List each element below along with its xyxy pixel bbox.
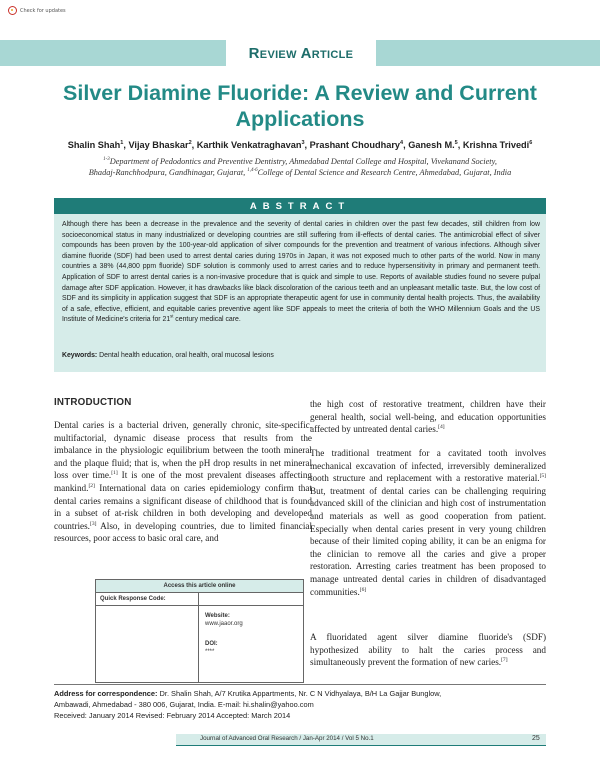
keywords-value: Dental health education, oral health, oral mucosal lesions [99,352,274,359]
author-list: Shalin Shah$^1$, Vijay Bhaskar$^2$, Karthik Venkatraghavan$^3$, Prashant Choudhary$^4$, Ganesh M.$^5$, Krishna Trivedi$^6$ [67,139,533,150]
author: Shalin Shah [67,140,121,150]
abstract-heading: ABSTRACT [54,198,546,214]
citation-link[interactable]: [6] [359,586,367,593]
author: Prashant Choudhary [309,140,400,150]
updates-label: Check for updates [20,7,66,14]
citation-link[interactable]: [7] [501,657,508,664]
abstract-text [62,220,540,326]
text: A fluoridated agent silver diamine fluoride's (SDF) hypothesized ability to halt the caries process and simultaneously prevent the formation of new caries. [310,632,546,668]
abstract-sup: st [170,314,174,320]
doi-value: **** [205,649,215,655]
abstract-body-end: century medical care. [173,316,241,324]
affiliations [20,156,580,178]
text: It is one of the most prevalent diseases affecting mankind. [54,470,313,493]
check-for-updates-badge[interactable] [8,6,66,15]
text: But, treatment of dental caries can be challenging requiring advanced skill of the clinician and high cost of instrumentation and materials as well as good cooperation from patient. Especially when dental caries present in very young children because of their limited coping ability, it can be an enigma for the clinician to remove all the caries and give a proper restoration. Arresting caries treatment has been proposed to manage untreated dental caries in children of disadvantaged communities. [310,485,546,597]
text: the high cost of restorative treatment, children have their general health, social well-being, and education opportunities affected by untreated dental caries. [310,399,546,435]
divider [54,684,546,685]
affil-line-2a: Bhadaj-Ranchhodpura, Gandhinagar, Gujarat, [88,168,248,177]
website-label: Website: [205,613,230,619]
title-line-1: Silver Diamine Fluoride: A Review and Current [63,81,537,105]
author: Krishna Trivedi [462,140,530,150]
citation-link[interactable]: [3] [89,520,97,527]
affil-sup: 1-3 [103,157,110,163]
affil-sup: 1,4-6 [247,168,258,174]
keywords-label: Keywords: [62,352,98,359]
page-number: 25 [532,735,540,742]
citation-link[interactable]: [1] [111,470,118,477]
correspondence-line-2: Ambawadi, Ahmedabad - 380 006, Gujarat, India. E-mail: hi.shalin@yahoo.com [54,700,314,709]
paragraph-treatment [310,447,546,598]
text: The traditional treatment for a cavitated tooth involves mechanical excavation of infected, irreversibly demineralized tooth structure and replacement with a restorative material. [310,448,546,484]
header-band-left [0,40,226,66]
journal-citation: Journal of Advanced Oral Research / Jan-Apr 2014 / Vol 5 No.1 [200,735,374,742]
keywords [62,352,540,359]
dates-line: Received: January 2014 Revised: February 2014 Accepted: March 2014 [54,711,291,720]
access-header: Access this article online [96,580,303,593]
article-title [40,80,560,132]
website-link[interactable]: www.jaaor.org [205,621,243,627]
qr-label: Quick Response Code: [96,593,199,605]
header-band-right [376,40,600,66]
author: Ganesh M. [408,140,455,150]
author-sup: 3 [301,139,305,146]
affil-line-2b: College of Dental Science and Research Centre, Ahmedabad, Gujarat, India [257,168,512,177]
updates-icon [8,6,17,15]
qr-code-area[interactable] [96,606,199,683]
introduction-heading: INTRODUCTION [54,397,132,408]
correspondence [54,688,554,721]
citation-link[interactable]: [2] [88,482,95,489]
author: Vijay Bhaskar [128,140,189,150]
citation-link[interactable]: [5] [539,473,546,480]
paragraph-intro [54,419,312,545]
correspondence-line-1: Dr. Shalin Shah, A/7 Krutika Appartments, Nr. C N Vidhyalaya, B/H La Gajjar Bunglow, [157,689,442,698]
author-sup: 2 [188,139,192,146]
author-sup: 5 [454,139,458,146]
text: Also, in developing countries, due to limited financial resources, poor access to basic oral care, and [54,520,312,544]
author: Karthik Venkatraghavan [196,140,302,150]
text: International data on caries epidemiology confirm that dental caries remains a significant disease of childhood that is found in a subset of at-risk children in both developing and developed countries. [54,482,312,531]
correspondence-label: Address for correspondence: [54,689,158,698]
access-article-box [95,579,304,683]
paragraph-sdf [310,631,546,669]
abstract-body: Although there has been a decrease in the prevalence and the severity of dental caries in children over the past few decades, still children from low socioeconomical status in many industrialized or developing countries are still suffering from ill-effects of dental caries. The antimicrobial effect of silver compounds has been proven by the 100-year-old application of silver compounds for the prevention and treatment of various infections. Although silver diamine fluoride (SDF) had been used to arrest dental caries during 1970s in Japan, it was not exposed much to other parts of the world. Now in many countries a 38% (44,800 ppm fluoride) SDF solution is commonly used to arrest caries and to reduce hypersensitivity in primary and permanent teeth. Application of SDF to arrest dental caries is a non-invasive procedure that is quick and simple to use. Reports of available studies found no severe pulpal damage after SDF application. However, it has drawbacks like black discoloration of the carious teeth and an unpleasant metallic taste. But, the low cost of SDF and its simplicity in application suggest that SDF is an appropriate therapeutic agent for use in community dental health projects. Thus, the availability of a safe, effective, efficient, and equitable caries preventive agent like SDF appeals to meet the criteria of both the WHO Millennium Goals and the US Institute of Medicine's criteria for 21 [62,221,540,324]
author-sup: 1 [120,139,124,146]
title-line-2: Applications [235,107,365,131]
citation-link[interactable]: [4] [438,424,445,431]
paragraph-cost [310,398,546,436]
text: Dental caries is a bacterial driven, generally chronic, site-specific, multifactorial, dynamic disease process that results from the imbalance in the physiologic equilibrium between the tooth mineral and the plaque fluid; that is, when the pH drop results in net mineral loss over time. [54,420,312,481]
section-label: Review Article [248,44,354,62]
doi-label: DOI: [205,641,218,647]
author-sup: 6 [529,139,533,146]
affil-line-1: Department of Pedodontics and Preventive Dentistry, Ahmedabad Dental College and Hospital, Vivekanand Society, [109,157,497,166]
author-sup: 4 [400,139,404,146]
